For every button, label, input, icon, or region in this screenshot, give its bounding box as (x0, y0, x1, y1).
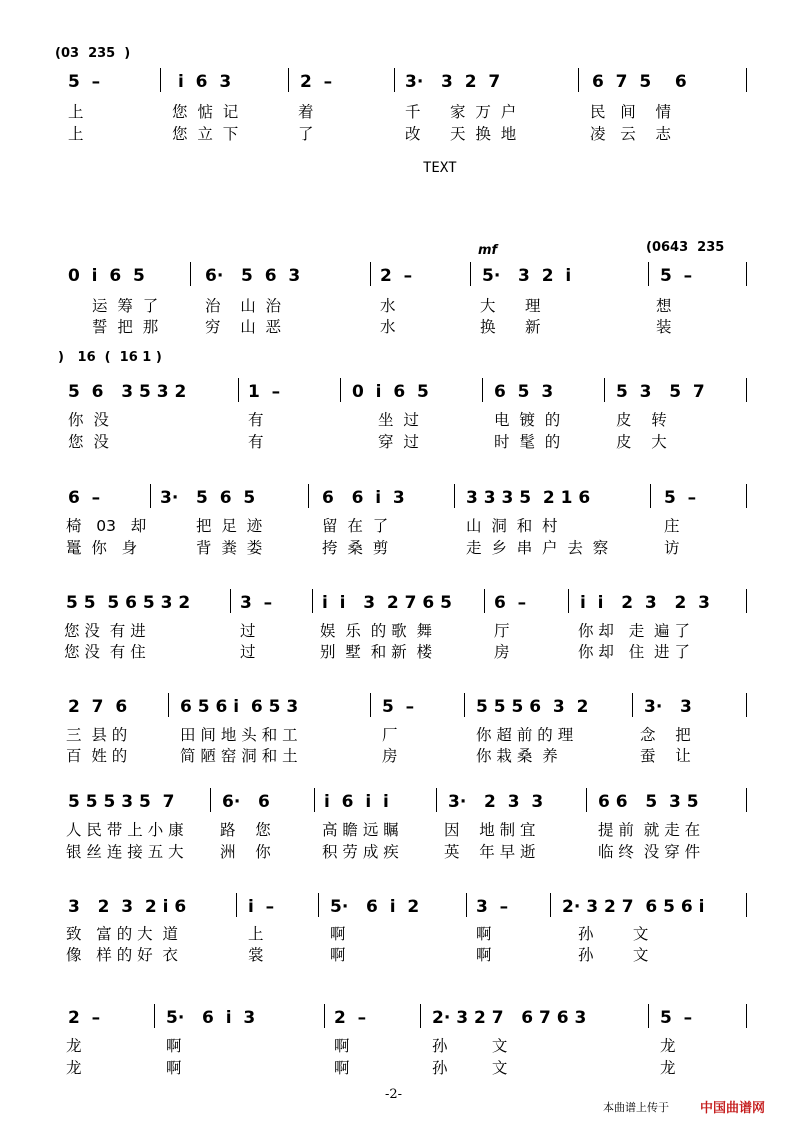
lyric: 水 (380, 318, 396, 336)
lyric: 鼍 你 身 (66, 539, 138, 557)
measure-notes: i i 2 3 2 3 (580, 593, 710, 613)
bar-line (746, 893, 747, 917)
lyric: 坐 过 (378, 411, 419, 429)
lyric: 像 样 的 好 衣 (66, 946, 178, 964)
lyric: 换 新 (480, 318, 541, 336)
bar-line (632, 693, 633, 717)
lyric: 访 (664, 539, 680, 557)
lyric: 致 富 的 大 道 (66, 925, 178, 943)
bar-line (746, 262, 747, 286)
lyric: 孙 文 (432, 1059, 508, 1077)
intro-bracket: (03 235 ) (55, 46, 131, 61)
lyric: 高 瞻 远 瞩 (322, 821, 399, 839)
lyric: 孙 文 (432, 1037, 508, 1055)
bar-line (436, 788, 437, 812)
measure-notes: 6 7 5 6 (592, 72, 687, 92)
lyric: 穷 山 恶 (205, 318, 282, 336)
measure-notes: 5· 3 2 i (482, 266, 572, 286)
lyric: 背 粪 娄 (196, 539, 263, 557)
lyric: 想 (656, 297, 672, 315)
lyric: 啊 (334, 1059, 350, 1077)
lyric: 大 理 (480, 297, 541, 315)
measure-notes: 6 – (68, 488, 101, 508)
lyric: 电 镀 的 (494, 411, 561, 429)
lyric: 啊 (166, 1037, 182, 1055)
bar-line (210, 788, 211, 812)
lyric: 洲 你 (220, 843, 271, 861)
lyric: 田 间 地 头 和 工 (180, 726, 298, 744)
bar-line (308, 484, 309, 508)
bar-line (464, 693, 465, 717)
measure-notes: i 6 i i (324, 792, 389, 812)
lyric: 皮 大 (616, 433, 667, 451)
measure-notes: 2 – (300, 72, 333, 92)
measure-notes: 5· 6 i 2 (330, 897, 420, 917)
lyric: 上 (248, 925, 264, 943)
lyric: 你 却 走 遍 了 (578, 622, 690, 640)
lyric: 啊 (476, 946, 492, 964)
bar-line (746, 378, 747, 402)
intro-bracket: (0643 235 (646, 240, 725, 255)
bar-line (746, 788, 747, 812)
lyric: 蚕 让 (640, 747, 691, 765)
measure-notes: 3· 3 2 7 (405, 72, 501, 92)
lyric: 提 前 就 走 在 (598, 821, 701, 839)
lyric: 孙 文 (578, 946, 649, 964)
lyric: 英 年 早 逝 (444, 843, 536, 861)
bar-line (324, 1004, 325, 1028)
bar-line (314, 788, 315, 812)
lyric: 你 却 住 进 了 (578, 643, 690, 661)
measure-notes: 6 6 5 3 5 (598, 792, 699, 812)
measure-notes: 6 6 i 3 (322, 488, 405, 508)
lyric: 运 筹 了 (92, 297, 159, 315)
lyric: 誓 把 那 (92, 318, 159, 336)
lyric: 留 在 了 (322, 517, 389, 535)
lyric: 啊 (334, 1037, 350, 1055)
measure-notes: 0 i 6 5 (68, 266, 145, 286)
bar-line (370, 693, 371, 717)
lyric: 上 (68, 103, 84, 121)
bar-line (746, 1004, 747, 1028)
lyric: 凌 云 志 (590, 125, 671, 143)
lyric: 因 地 制 宜 (444, 821, 536, 839)
bar-line (586, 788, 587, 812)
measure-notes: 3 3 3 5 2 1 6 (466, 488, 591, 508)
lyric: 过 (240, 643, 256, 661)
lyric: 龙 (66, 1059, 82, 1077)
lyric: 您 惦 记 (172, 103, 239, 121)
lyric: 简 陋 窑 洞 和 土 (180, 747, 298, 765)
measure-notes: 5 – (660, 266, 693, 286)
lyric: 啊 (476, 925, 492, 943)
measure-notes: 5 – (664, 488, 697, 508)
lyric: 裳 (248, 946, 264, 964)
measure-notes: 2 – (380, 266, 413, 286)
measure-notes: 5 5 5 6 5 3 2 (66, 593, 191, 613)
lyric: 有 (248, 411, 264, 429)
dynamic-mark: mf (478, 243, 498, 258)
lyric: 银 丝 连 接 五 大 (66, 843, 184, 861)
bar-line (578, 68, 579, 92)
measure-notes: 3· 3 (644, 697, 692, 717)
bar-line (340, 378, 341, 402)
measure-notes: 3 – (240, 593, 273, 613)
bar-line (150, 484, 151, 508)
lyric: 走 乡 串 户 去 察 (466, 539, 609, 557)
measure-notes: 5 – (68, 72, 101, 92)
bar-line (470, 262, 471, 286)
lyric: 房 (494, 643, 510, 661)
bar-line (482, 378, 483, 402)
bar-line (746, 693, 747, 717)
measure-notes: 6 5 3 (494, 382, 554, 402)
lyric: 水 (380, 297, 396, 315)
measure-notes: 3 – (476, 897, 509, 917)
measure-notes: 5 – (660, 1008, 693, 1028)
bar-line (648, 1004, 649, 1028)
bar-line (746, 484, 747, 508)
lyric: 龙 (660, 1059, 676, 1077)
measure-notes: 2 – (68, 1008, 101, 1028)
lyric: 千 家 万 户 (405, 103, 517, 121)
measure-notes: 3 2 3 2 i 6 (68, 897, 187, 917)
lyric: 孙 文 (578, 925, 649, 943)
lyric: 龙 (66, 1037, 82, 1055)
measure-notes: i 6 3 (178, 72, 232, 92)
lyric: 改 天 换 地 (405, 125, 517, 143)
lyric: 临 终 没 穿 件 (598, 843, 701, 861)
lyric: 厂 (382, 726, 398, 744)
lyric: 别 墅 和 新 楼 (320, 643, 432, 661)
lyric: 房 (382, 747, 398, 765)
measure-notes: 2 7 6 (68, 697, 128, 717)
bar-line (454, 484, 455, 508)
bar-line (236, 893, 237, 917)
lyric: 积 劳 成 疾 (322, 843, 399, 861)
bar-line (370, 262, 371, 286)
measure-notes: 1 – (248, 382, 281, 402)
lyric: 厅 (494, 622, 510, 640)
measure-notes: 2 – (334, 1008, 367, 1028)
upload-note: 本曲谱上传于 (603, 1101, 669, 1114)
lyric: 上 (68, 125, 84, 143)
intro-bracket: ) 16 ( 16 1 ) (58, 350, 162, 365)
lyric: 过 (240, 622, 256, 640)
measure-notes: 3· 5 6 5 (160, 488, 256, 508)
bar-line (746, 589, 747, 613)
lyric: 你 没 (68, 411, 109, 429)
center-text: TEXT (423, 160, 457, 176)
lyric: 您 没 (68, 433, 109, 451)
measure-notes: 6· 6 (222, 792, 270, 812)
measure-notes: 5· 6 i 3 (166, 1008, 256, 1028)
measure-notes: i – (248, 897, 275, 917)
bar-line (312, 589, 313, 613)
bar-line (550, 893, 551, 917)
measure-notes: 0 i 6 5 (352, 382, 429, 402)
lyric: 皮 转 (616, 411, 667, 429)
lyric: 您 立 下 (172, 125, 239, 143)
measure-notes: 2· 3 2 7 6 7 6 3 (432, 1008, 587, 1028)
lyric: 装 (656, 318, 672, 336)
measure-notes: 6 – (494, 593, 527, 613)
lyric: 穿 过 (378, 433, 419, 451)
lyric: 念 把 (640, 726, 691, 744)
lyric: 啊 (330, 925, 346, 943)
measure-notes: 6 5 6 i 6 5 3 (180, 697, 299, 717)
lyric: 三 县 的 (66, 726, 128, 744)
lyric: 有 (248, 433, 264, 451)
bar-line (568, 589, 569, 613)
lyric: 椅 03 却 (66, 517, 147, 535)
site-logo: 中国曲谱网 (700, 1101, 766, 1116)
measure-notes: 6· 5 6 3 (205, 266, 301, 286)
lyric: 龙 (660, 1037, 676, 1055)
bar-line (168, 693, 169, 717)
measure-notes: 5 3 5 7 (616, 382, 705, 402)
lyric: 时 髦 的 (494, 433, 561, 451)
measure-notes: 5 5 5 3 5 7 (68, 792, 175, 812)
bar-line (604, 378, 605, 402)
lyric: 人 民 带 上 小 康 (66, 821, 184, 839)
bar-line (288, 68, 289, 92)
lyric: 您 没 有 进 (64, 622, 146, 640)
lyric: 挎 桑 剪 (322, 539, 389, 557)
bar-line (160, 68, 161, 92)
bar-line (318, 893, 319, 917)
lyric: 你 超 前 的 理 (476, 726, 574, 744)
lyric: 民 间 情 (590, 103, 671, 121)
lyric: 路 您 (220, 821, 271, 839)
measure-notes: 3· 2 3 3 (448, 792, 544, 812)
bar-line (394, 68, 395, 92)
measure-notes: 2· 3 2 7 6 5 6 i (562, 897, 705, 917)
bar-line (648, 262, 649, 286)
bar-line (420, 1004, 421, 1028)
bar-line (466, 893, 467, 917)
lyric: 您 没 有 住 (64, 643, 146, 661)
measure-notes: 5 6 3 5 3 2 (68, 382, 187, 402)
measure-notes: 5 5 5 6 3 2 (476, 697, 589, 717)
lyric: 治 山 治 (205, 297, 282, 315)
lyric: 把 足 迹 (196, 517, 263, 535)
lyric: 了 (298, 125, 314, 143)
bar-line (484, 589, 485, 613)
lyric: 啊 (330, 946, 346, 964)
measure-notes: i i 3 2 7 6 5 (322, 593, 452, 613)
lyric: 庄 (664, 517, 680, 535)
lyric: 啊 (166, 1059, 182, 1077)
lyric: 着 (298, 103, 314, 121)
lyric: 百 姓 的 (66, 747, 128, 765)
bar-line (746, 68, 747, 92)
bar-line (190, 262, 191, 286)
lyric: 娱 乐 的 歌 舞 (320, 622, 432, 640)
lyric: 你 栽 桑 养 (476, 747, 558, 765)
bar-line (154, 1004, 155, 1028)
bar-line (230, 589, 231, 613)
page-number: -2- (385, 1087, 403, 1102)
lyric: 山 洞 和 村 (466, 517, 558, 535)
bar-line (650, 484, 651, 508)
measure-notes: 5 – (382, 697, 415, 717)
bar-line (238, 378, 239, 402)
